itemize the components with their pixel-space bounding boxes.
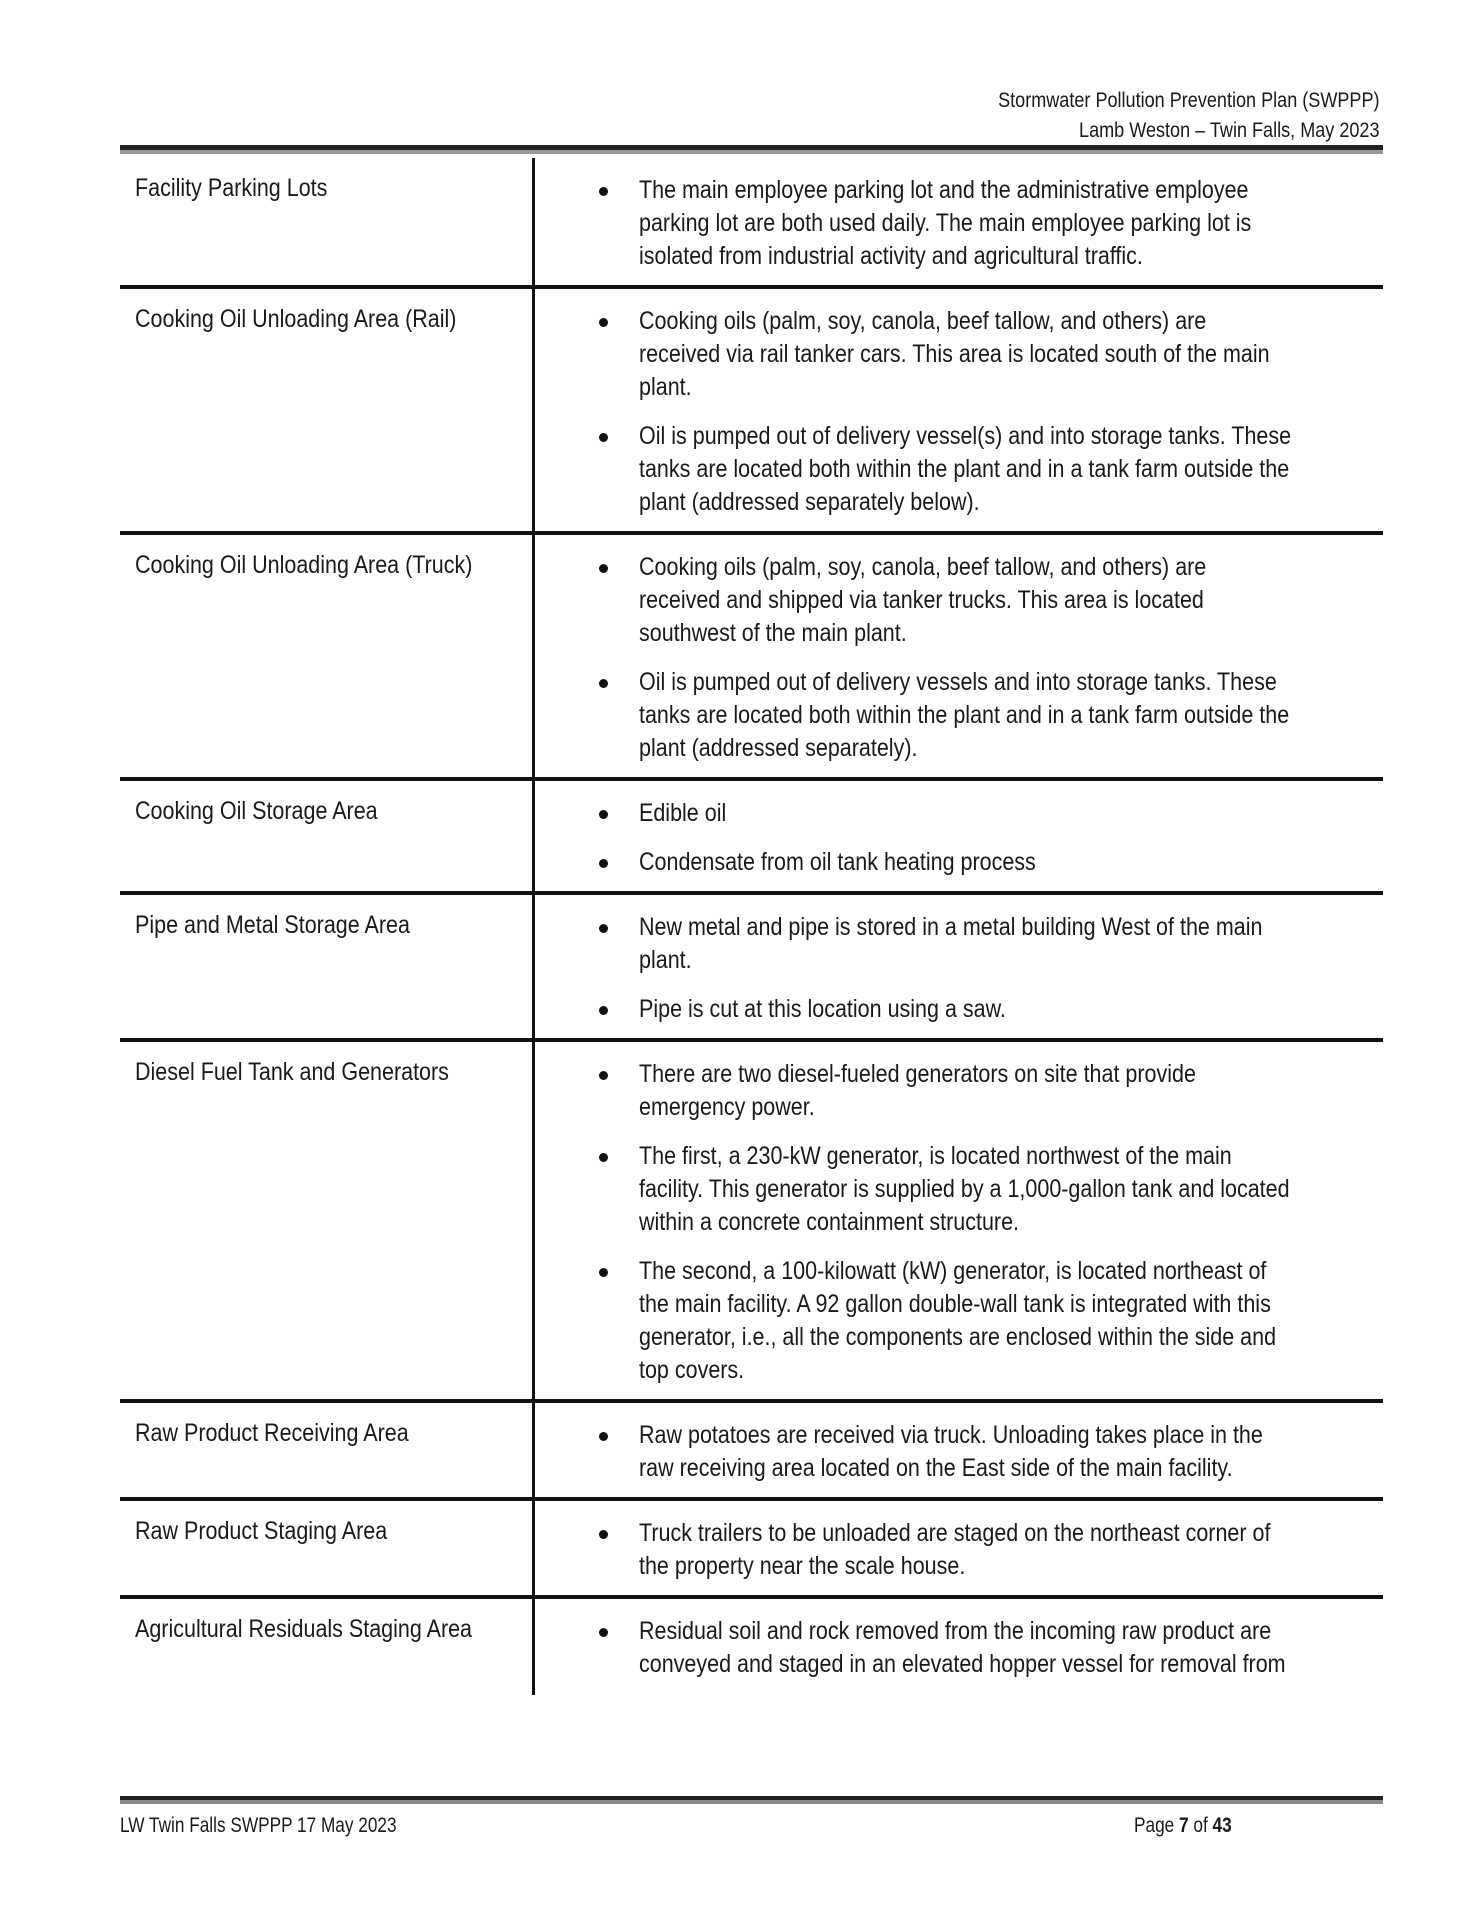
page-header xyxy=(936,86,1380,146)
bullet-item xyxy=(535,1255,1384,1387)
bullet-list xyxy=(535,1501,1384,1595)
area-description-cell xyxy=(533,1040,1383,1401)
bullet-item xyxy=(535,1517,1384,1583)
table-row xyxy=(120,1499,1383,1597)
bullet-list xyxy=(535,158,1384,285)
bullet-text: The main employee parking lot and the administrative employee parking lot are both used daily. The main employee parking lot is isolated from industrial activity and agricultural traffic. xyxy=(638,176,1251,270)
bullet-icon xyxy=(599,924,608,933)
bullet-icon xyxy=(599,433,608,442)
table-row xyxy=(120,779,1383,893)
area-name: Facility Parking Lots xyxy=(135,174,328,202)
area-name-cell xyxy=(120,1597,533,1695)
bullet-list xyxy=(535,895,1384,1038)
area-name: Cooking Oil Unloading Area (Truck) xyxy=(135,551,473,579)
area-description-cell xyxy=(533,893,1383,1040)
bullet-item xyxy=(535,1140,1384,1239)
bullet-text: Edible oil xyxy=(638,799,726,827)
bullet-text: Condensate from oil tank heating process xyxy=(638,848,1036,876)
industrial-areas-table xyxy=(120,158,1383,1695)
area-description-cell xyxy=(533,158,1383,287)
bullet-icon xyxy=(599,187,608,196)
bullet-icon xyxy=(599,1628,608,1637)
bullet-item xyxy=(535,846,1384,879)
bullet-item xyxy=(535,1419,1384,1485)
area-name-cell xyxy=(120,287,533,533)
bullet-icon xyxy=(599,859,608,868)
bullet-icon xyxy=(599,1530,608,1539)
bullet-icon xyxy=(599,318,608,327)
area-description-cell xyxy=(533,287,1383,533)
page-current: 7 xyxy=(1179,1814,1189,1837)
bullet-icon xyxy=(599,1153,608,1162)
bullet-text: The second, a 100-kilowatt (kW) generator, is located northeast of the main facility. A 92 gallon double-wall tank is integrated with this generator, i.e., all the components are enclosed within the side and top covers. xyxy=(638,1257,1276,1384)
page-of: of xyxy=(1193,1814,1208,1837)
table-row xyxy=(120,533,1383,779)
area-name-cell xyxy=(120,1499,533,1597)
bullet-icon xyxy=(599,1432,608,1441)
bullet-list xyxy=(535,1403,1384,1497)
area-name: Cooking Oil Storage Area xyxy=(135,797,378,825)
bullet-item xyxy=(535,420,1384,519)
table-row xyxy=(120,893,1383,1040)
bullet-item xyxy=(535,1615,1384,1681)
table-row xyxy=(120,1401,1383,1499)
bullet-icon xyxy=(599,1268,608,1277)
bullet-text: Oil is pumped out of delivery vessel(s) and into storage tanks. These tanks are located both within the plant and in a tank farm outside the plant (addressed separately below). xyxy=(638,422,1291,516)
bullet-item xyxy=(535,993,1384,1026)
area-description-cell xyxy=(533,533,1383,779)
area-name-cell xyxy=(120,1040,533,1401)
bullet-text: The first, a 230-kW generator, is located northwest of the main facility. This generator is supplied by a 1,000-gallon tank and located within a concrete containment structure. xyxy=(638,1142,1290,1236)
footer-document-id: LW Twin Falls SWPPP 17 May 2023 xyxy=(120,1814,397,1837)
bullet-text: Cooking oils (palm, soy, canola, beef tallow, and others) are received and shipped via tanker trucks. This area is located southwest of the main plant. xyxy=(638,553,1206,647)
table-row xyxy=(120,1040,1383,1401)
footer-rule-shadow xyxy=(120,1800,1383,1804)
bullet-icon xyxy=(599,1071,608,1080)
bullet-text: There are two diesel-fueled generators on site that provide emergency power. xyxy=(638,1060,1196,1121)
bullet-list xyxy=(535,535,1384,777)
bullet-text: New metal and pipe is stored in a metal building West of the main plant. xyxy=(638,913,1262,974)
bullet-text: Raw potatoes are received via truck. Unloading takes place in the raw receiving area located on the East side of the main facility. xyxy=(638,1421,1263,1482)
area-name-cell xyxy=(120,533,533,779)
header-subtitle: Lamb Weston – Twin Falls, May 2023 xyxy=(1079,119,1380,142)
bullet-list xyxy=(535,289,1384,531)
page-total: 43 xyxy=(1212,1814,1232,1837)
bullet-text: Truck trailers to be unloaded are staged on the northeast corner of the property near the scale house. xyxy=(638,1519,1270,1580)
area-name: Raw Product Staging Area xyxy=(135,1517,388,1545)
area-name-cell xyxy=(120,158,533,287)
bullet-icon xyxy=(599,1006,608,1015)
bullet-item xyxy=(535,911,1384,977)
bullet-list xyxy=(535,1042,1384,1399)
table-row xyxy=(120,287,1383,533)
bullet-list xyxy=(535,1599,1384,1695)
bullet-icon xyxy=(599,679,608,688)
bullet-item xyxy=(535,305,1384,404)
bullet-item xyxy=(535,174,1384,273)
bullet-item xyxy=(535,797,1384,830)
table-row xyxy=(120,1597,1383,1695)
header-rule-shadow xyxy=(120,150,1383,154)
header-title: Stormwater Pollution Prevention Plan (SWPPP) xyxy=(998,89,1380,112)
area-name-cell xyxy=(120,1401,533,1499)
area-description-cell xyxy=(533,1499,1383,1597)
bullet-list xyxy=(535,781,1384,891)
bullet-item xyxy=(535,551,1384,650)
area-name: Diesel Fuel Tank and Generators xyxy=(135,1058,449,1086)
area-name: Cooking Oil Unloading Area (Rail) xyxy=(135,305,457,333)
bullet-item xyxy=(535,666,1384,765)
bullet-text: Pipe is cut at this location using a saw. xyxy=(638,995,1006,1023)
area-description-cell xyxy=(533,779,1383,893)
bullet-text: Residual soil and rock removed from the incoming raw product are conveyed and staged in an elevated hopper vessel for removal from xyxy=(638,1617,1286,1678)
area-name: Agricultural Residuals Staging Area xyxy=(135,1615,473,1643)
area-name: Pipe and Metal Storage Area xyxy=(135,911,410,939)
bullet-item xyxy=(535,1058,1384,1124)
footer-page-number xyxy=(1134,1814,1232,1838)
table-row xyxy=(120,158,1383,287)
area-name: Raw Product Receiving Area xyxy=(135,1419,409,1447)
bullet-text: Cooking oils (palm, soy, canola, beef tallow, and others) are received via rail tanker cars. This area is located south of the main plant. xyxy=(638,307,1270,401)
area-description-cell xyxy=(533,1597,1383,1695)
page-label: Page xyxy=(1134,1814,1175,1837)
area-name-cell xyxy=(120,893,533,1040)
bullet-text: Oil is pumped out of delivery vessels and into storage tanks. These tanks are located both within the plant and in a tank farm outside the plant (addressed separately). xyxy=(638,668,1289,762)
area-description-cell xyxy=(533,1401,1383,1499)
bullet-icon xyxy=(599,810,608,819)
bullet-icon xyxy=(599,564,608,573)
area-name-cell xyxy=(120,779,533,893)
